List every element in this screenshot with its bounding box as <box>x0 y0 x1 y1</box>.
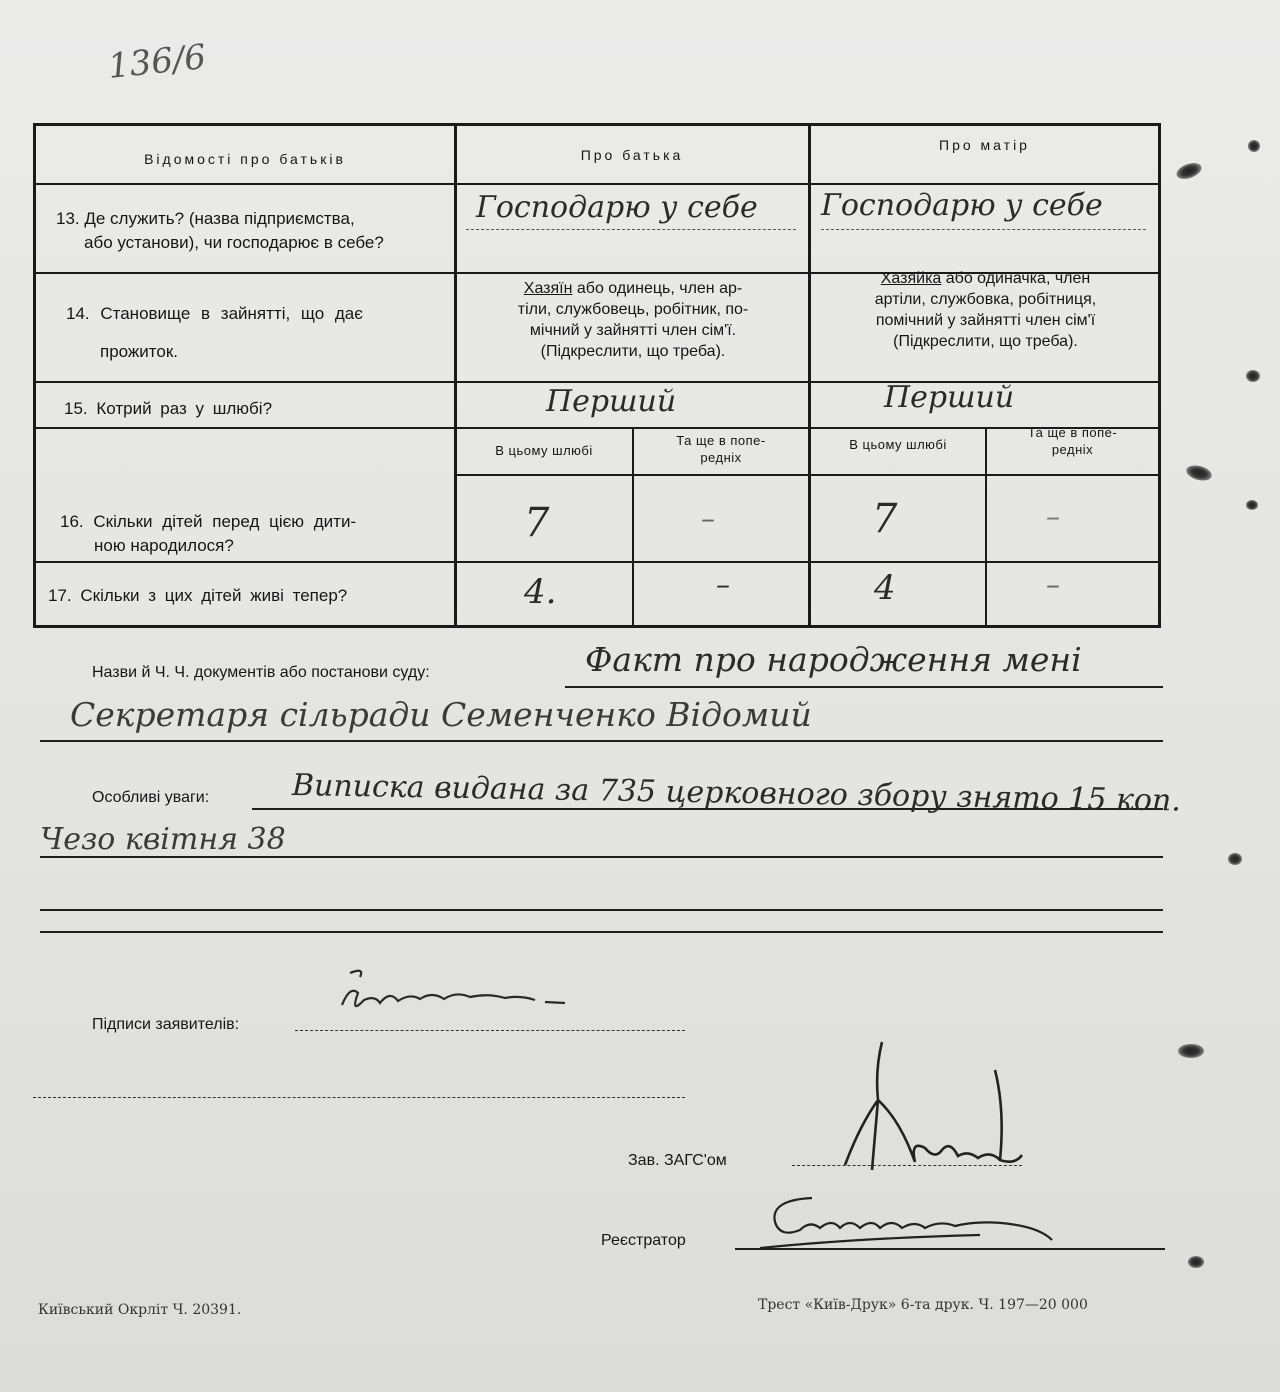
q17-father-prev: – <box>716 568 730 601</box>
notes-value-line-2: Чезо квітня 38 <box>40 822 286 857</box>
q13-label: 13. Де служить? (назва підприємства, або установи), чи господарює в себе? <box>56 209 384 252</box>
binding-hole <box>1246 500 1258 510</box>
notes-label: Особливі уваги: <box>92 789 210 806</box>
head-of-zags-signature <box>800 1030 1040 1180</box>
q17-mother-prev: – <box>1046 568 1060 601</box>
subheader-mother-this-marriage: В цьому шлюбі <box>849 437 947 452</box>
q15-mother-answer: Перший <box>884 380 1015 415</box>
applicants-signature-line-2 <box>33 1097 685 1098</box>
applicant-signature <box>320 965 590 1040</box>
col-divider <box>454 126 457 625</box>
parents-info-table <box>33 123 1161 628</box>
q16-mother-prev: – <box>1046 500 1060 533</box>
notes-line-3 <box>40 909 1163 911</box>
row-divider <box>456 474 1158 476</box>
col-divider <box>808 126 811 625</box>
binding-hole <box>1248 140 1260 152</box>
registrar-label: Реєстратор <box>601 1232 686 1249</box>
row-divider <box>36 561 1158 563</box>
binding-hole <box>1246 370 1260 382</box>
answer-line <box>821 229 1146 230</box>
binding-hole <box>1178 1044 1204 1058</box>
head-of-zags-label: Зав. ЗАГС'ом <box>628 1152 727 1169</box>
footer-left: Київський Окрліт Ч. 20391. <box>38 1302 242 1318</box>
archive-mark: 136/6 <box>106 36 208 88</box>
subheader-mother-previous: Та ще в попе- редніх <box>1027 425 1118 457</box>
registrar-signature <box>740 1190 1070 1260</box>
q17-label: 17. Скільки з цих дітей живі тепер? <box>48 586 348 605</box>
q13-father-answer: Господарю у себе <box>476 190 758 225</box>
notes-line-4 <box>40 931 1163 933</box>
binding-hole <box>1228 853 1242 865</box>
q15-father-answer: Перший <box>546 384 677 419</box>
documents-line-2 <box>40 740 1163 742</box>
q15-label: 15. Котрий раз у шлюбі? <box>64 399 273 418</box>
binding-hole <box>1188 1256 1204 1268</box>
applicants-signature-label: Підписи заявителів: <box>92 1016 240 1033</box>
header-parents-info: Відомості про батьків <box>144 151 346 167</box>
answer-line <box>466 229 796 230</box>
subheader-father-previous: Та ще в попе- редніх <box>676 433 766 465</box>
documents-line-1 <box>565 686 1163 688</box>
header-father: Про батька <box>580 147 684 163</box>
q17-mother-this: 4 <box>874 568 896 608</box>
row-divider <box>36 183 1158 185</box>
q13-mother-answer: Господарю у себе <box>821 188 1103 223</box>
documents-value-line-2: Секретаря сільради Семенченко Відомий <box>70 695 812 734</box>
documents-label: Назви й Ч. Ч. документів або постанови суду: <box>92 664 430 681</box>
header-mother: Про матір <box>939 137 1030 153</box>
q16-label: 16. Скільки дітей перед цією дити- ною народилося? <box>60 512 357 555</box>
footer-right: Трест «Київ-Друк» 6-та друк. Ч. 197—20 000 <box>758 1297 1088 1313</box>
q16-mother-this: 7 <box>872 496 898 542</box>
q16-father-prev: – <box>701 502 715 535</box>
q17-father-this: 4. <box>524 572 557 612</box>
subheader-father-this-marriage: В цьому шлюбі <box>495 443 593 458</box>
notes-value-line-1: Виписка видана за 735 церковного збору знято 15 коп. <box>291 768 1182 819</box>
binding-hole <box>1174 160 1203 182</box>
q16-father-this: 7 <box>524 500 550 546</box>
binding-hole <box>1185 463 1214 483</box>
documents-value-line-1: Факт про народження мені <box>585 640 1082 679</box>
q14-label: 14. Становище в зайнятті, що дає прожиток. <box>66 304 363 361</box>
q14-father-options: Хазяїн або одинець, член ар- тіли, службовець, робітник, по- мічний у зайнятті член сім'ї. (Підкреслити, що треба). <box>517 280 749 360</box>
q14-mother-options: Хазяйка або одиначка, член артіли, службовка, робітниця, помічний у зайнятті член сім'ї (Підкреслити, що треба). <box>874 270 1097 350</box>
